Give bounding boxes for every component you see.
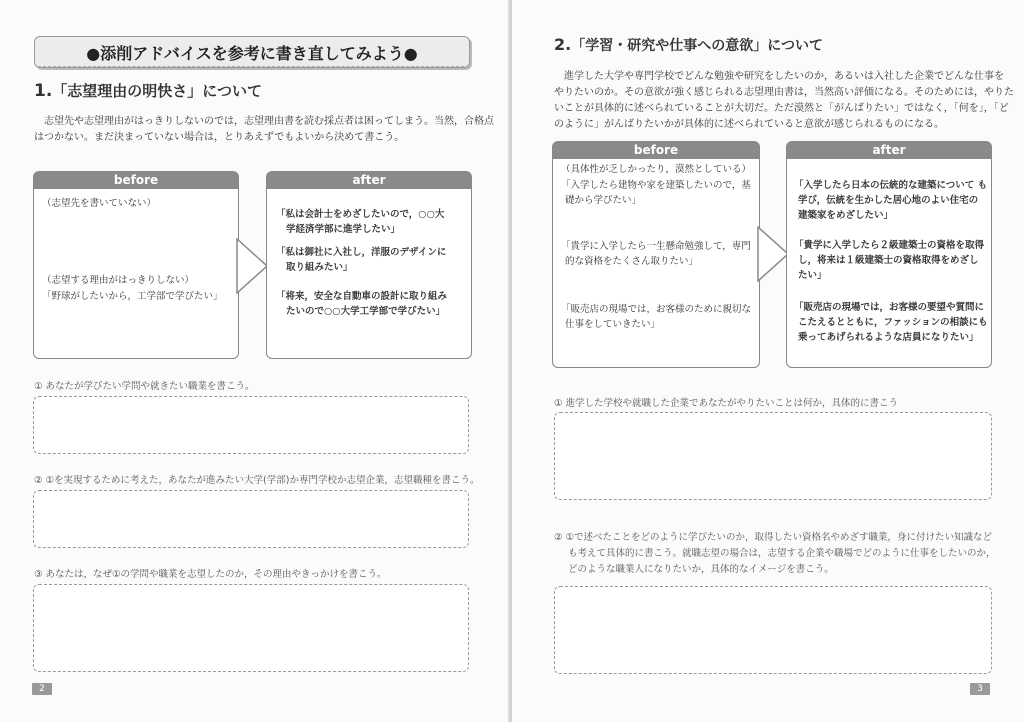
after-example-3-line: 「将来，安全な自動車の設計に取り組み <box>276 291 448 302</box>
question-2-line: も考えて具体的に書こう。就職志望の場合は，志望する企業や職場でどのように仕事をしたいのか， <box>568 548 996 559</box>
section1-intro-line: 志望先や志望理由がはっきりしないのでは，志望理由書を読む採点者は困ってしまう。当然，合格点 <box>44 116 494 127</box>
after-example-3-line: 「販売店の現場では，お客様の要望や質問に <box>794 302 985 313</box>
banner-divider <box>38 66 464 67</box>
after-example-2 <box>794 238 984 283</box>
before-example-2-line: 的な資格をたくさん取りたい」 <box>565 256 699 267</box>
after-card <box>786 141 992 368</box>
before-example-3-line: 「販売店の現場では，お客様のために親切な <box>561 304 752 315</box>
before-example-2 <box>561 239 751 269</box>
page-number: 3 <box>970 683 990 695</box>
before-note-reason: （志望する理由がはっきりしない） <box>42 275 195 286</box>
page-number: 2 <box>32 683 52 695</box>
before-example-3-line: 仕事をしていきたい」 <box>565 319 661 330</box>
after-example-3 <box>276 289 447 319</box>
after-example-2-line: 取り組みたい」 <box>286 262 353 273</box>
section2-intro <box>554 69 1014 133</box>
section2-intro-line: やりたいのか。その意欲が強く感じられる志望理由書は，当然高い評価になる。そのためには，やりた <box>554 87 1014 98</box>
section2-heading <box>554 35 823 55</box>
after-example-1-line: 「私は会計士をめざしたいので，○○大 <box>276 209 445 220</box>
left-page <box>0 0 510 722</box>
after-example-3-line: たいので○○大学工学部で学びたい」 <box>286 306 446 317</box>
question-2-line: どのような職業人になりたいか，具体的なイメージを書こう。 <box>568 564 834 575</box>
after-label: after <box>267 172 471 189</box>
section1-intro-line: はつかない。まだ決まっていない場合は，とりあえずでもよいから決めて書こう。 <box>34 132 405 143</box>
before-example-1 <box>561 178 751 208</box>
before-card <box>33 171 239 359</box>
after-example-3-line: こたえるとともに，ファッションの相談にも <box>798 317 988 328</box>
section2-intro-line: のように」がんばりたいかが具体的に述べられていると意欲が感じられるものになる。 <box>554 119 944 130</box>
question-2-line: ② ①で述べたことをどのように学びたいのか，取得したい資格名やめざす職業，身に付けたい知識など <box>554 532 993 543</box>
after-example-1-line: 「入学したら日本の伝統的な建築について も <box>794 180 988 191</box>
section1-heading <box>34 80 262 101</box>
answer-box-2[interactable] <box>33 490 469 548</box>
before-example-3 <box>561 302 751 332</box>
after-example-1 <box>276 207 444 237</box>
after-example-2-line: たい」 <box>798 270 827 281</box>
question-3: ③ あなたは，なぜ①の学問や職業を志望したのか，その理由やきっかけを書こう。 <box>34 569 387 580</box>
section2-intro-line: 進学した大学や専門学校でどんな勉強や研究をしたいのか，あるいは入社した企業でどんな仕事を <box>564 71 1004 82</box>
question-1: ① 進学した学校や就職した企業であなたがやりたいことは何か，具体的に書こう <box>554 398 899 409</box>
question-2: ② ①を実現するために考えた，あなたが進みたい大学(学部)か専門学校か志望企業，志望職種を書こう。 <box>34 475 480 486</box>
after-example-2-line: 「私は御社に入社し，洋服のデザインに <box>276 247 447 258</box>
section2-title: 「学習・研究や仕事への意欲」について <box>571 38 823 54</box>
after-example-1-line: 学び，伝統を生かした居心地のよい住宅の <box>798 195 979 206</box>
before-example-1-line: 「入学したら建物や家を建築したいので，基 <box>561 180 751 191</box>
before-label: before <box>553 142 759 159</box>
worksheet-banner: ●添削アドバイスを参考に書き直してみよう● <box>34 36 470 68</box>
answer-box-3[interactable] <box>33 584 469 672</box>
after-card <box>266 171 472 359</box>
before-example: 「野球がしたいから，工学部で学びたい」 <box>42 291 223 302</box>
after-example-3 <box>794 300 988 345</box>
after-example-2-line: し，将来は１級建築士の資格取得をめざし <box>798 255 979 266</box>
answer-box-2[interactable] <box>554 586 992 674</box>
answer-box-1[interactable] <box>33 396 469 454</box>
question-2 <box>554 530 996 578</box>
section2-number: 2. <box>554 35 572 54</box>
after-example-1-line: 学経済学部に進学したい」 <box>286 224 401 235</box>
section1-number: 1. <box>34 81 53 101</box>
after-example-2-line: 「貴学に入学したら２級建築士の資格を取得 <box>794 240 985 251</box>
after-example-1 <box>794 178 987 223</box>
after-example-3-line: 乗ってあげられるような店員になりたい」 <box>798 332 979 343</box>
section2-intro-line: いことが具体的に述べられていることが大切だ。ただ漠然と「がんばりたい」ではなく，「何を」，「ど <box>554 103 1009 114</box>
after-example-1-line: 建築家をめざしたい」 <box>798 210 894 221</box>
before-example-2-line: 「貴学に入学したら一生懸命勉強して，専門 <box>561 241 751 252</box>
right-page <box>512 0 1024 722</box>
answer-box-1[interactable] <box>554 412 992 500</box>
section1-title: 「志望理由の明快さ」について <box>52 82 262 100</box>
before-after-arrow <box>236 238 270 294</box>
before-note: （具体性が乏しかったり，漠然としている） <box>561 164 752 175</box>
before-note-destination: （志望先を書いていない） <box>42 198 157 209</box>
section1-intro <box>34 114 494 146</box>
after-example-2 <box>276 245 446 275</box>
before-card <box>552 141 760 368</box>
after-label: after <box>787 142 991 159</box>
before-label: before <box>34 172 238 189</box>
before-example-1-line: 礎から学びたい」 <box>565 195 642 206</box>
question-1: ① あなたが学びたい学問や就きたい職業を書こう。 <box>34 381 255 392</box>
